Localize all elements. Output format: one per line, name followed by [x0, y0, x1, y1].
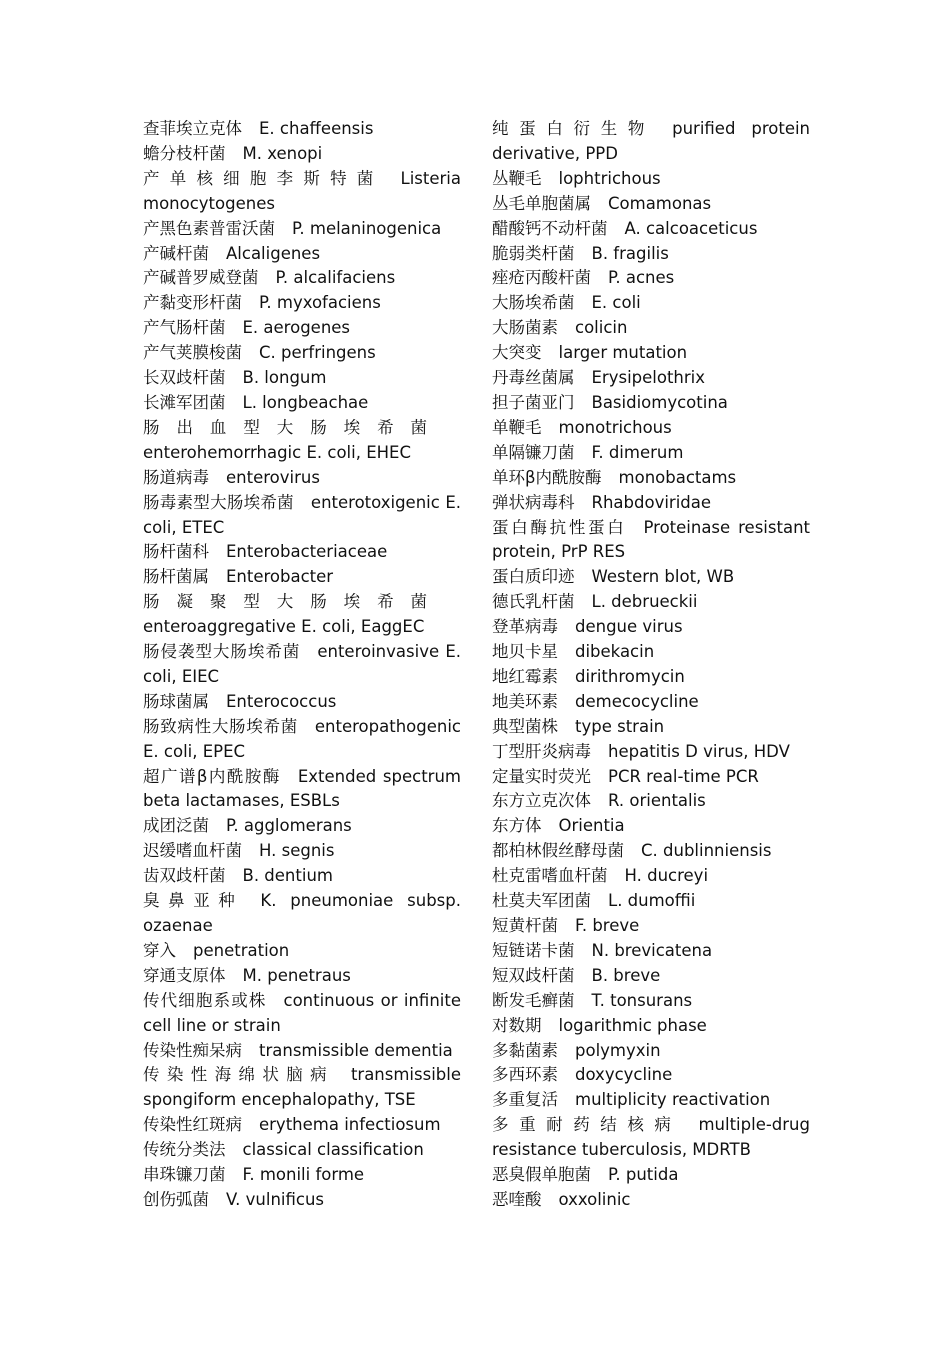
term-english: hepatitis D virus, HDV [608, 741, 790, 761]
term-english: B. dentium [242, 866, 333, 886]
glossary-entry [492, 1188, 810, 1213]
glossary-entry [492, 1014, 810, 1039]
glossary-entry [143, 167, 461, 217]
glossary-entry [492, 391, 810, 416]
term-english: Enterobacter [226, 567, 334, 587]
glossary-column-right [492, 117, 810, 1213]
term-english: doxycycline [575, 1065, 673, 1085]
term-english: monobactams [618, 467, 737, 487]
glossary-entry [492, 491, 810, 516]
glossary-entry [143, 839, 461, 864]
term-english: M. penetraus [242, 965, 351, 985]
term-chinese: 对数期 [492, 1015, 542, 1035]
term-chinese: 地红霉素 [492, 666, 558, 686]
term-chinese: 东方体 [492, 816, 542, 836]
glossary-entry [492, 266, 810, 291]
term-english: L. dumoffii [608, 891, 696, 911]
term-english: transmissible spongiform encephalopathy, TSE [143, 1065, 461, 1110]
term-chinese: 传染性红斑病 [143, 1115, 242, 1135]
term-chinese: 登革病毒 [492, 617, 558, 637]
term-chinese: 蟾分枝杆菌 [143, 143, 226, 163]
term-chinese: 长滩军团菌 [143, 392, 226, 412]
glossary-entry [143, 640, 461, 690]
glossary-entry [143, 690, 461, 715]
glossary-entry [143, 316, 461, 341]
term-chinese: 创伤弧菌 [143, 1189, 209, 1209]
glossary-entry [143, 1138, 461, 1163]
term-chinese: 东方立克次体 [492, 791, 591, 811]
term-english: V. vulnificus [226, 1189, 325, 1209]
term-english: transmissible dementia [259, 1040, 453, 1060]
term-english: dirithromycin [575, 666, 685, 686]
term-chinese: 肠球菌属 [143, 691, 209, 711]
term-english: purified protein derivative, PPD [492, 119, 811, 163]
glossary-entry [492, 192, 810, 217]
glossary-entry [143, 341, 461, 366]
term-chinese: 典型菌株 [492, 716, 558, 736]
glossary-entry [492, 291, 810, 316]
term-chinese: 短链诺卡菌 [492, 940, 575, 960]
glossary-entry [492, 640, 810, 665]
glossary-entry [492, 1163, 810, 1188]
term-chinese: 大肠菌素 [492, 318, 558, 338]
term-english: Western blot, WB [591, 567, 735, 587]
term-english: B. breve [591, 965, 661, 985]
term-chinese: 传代细胞系或株 [143, 990, 267, 1010]
term-chinese: 肠出血型大肠埃希菌 [143, 417, 444, 437]
term-chinese: 都柏林假丝酵母菌 [492, 841, 624, 861]
term-chinese: 串珠镰刀菌 [143, 1165, 226, 1185]
glossary-entry [143, 1188, 461, 1213]
term-english: E. aerogenes [242, 318, 351, 338]
term-english: continuous or infinite cell line or strain [143, 990, 461, 1035]
term-chinese: 地美环素 [492, 691, 558, 711]
term-chinese: 丛毛单胞菌属 [492, 193, 591, 213]
term-chinese: 肠道病毒 [143, 467, 209, 487]
term-english: Comamonas [608, 193, 712, 213]
glossary-entry [492, 615, 810, 640]
term-english: B. longum [242, 368, 327, 388]
term-english: Erysipelothrix [591, 368, 706, 388]
term-english: logarithmic phase [558, 1015, 707, 1035]
term-chinese: 产气肠杆菌 [143, 318, 226, 338]
term-english: type strain [575, 716, 665, 736]
term-english: Orientia [558, 816, 625, 836]
term-chinese: 肠杆菌属 [143, 567, 209, 587]
term-english: dengue virus [575, 617, 683, 637]
glossary-entry [492, 839, 810, 864]
glossary-entry [492, 889, 810, 914]
term-chinese: 齿双歧杆菌 [143, 866, 226, 886]
term-chinese: 杜克雷嗜血杆菌 [492, 866, 608, 886]
term-chinese: 蛋白酶抗性蛋白 [492, 517, 627, 537]
term-english: H. segnis [259, 841, 335, 861]
term-english: F. monili forme [242, 1165, 365, 1185]
term-english: H. ducreyi [624, 866, 709, 886]
term-english: enterotoxigenic E. coli, ETEC [143, 492, 461, 537]
glossary-entry [492, 590, 810, 615]
term-english: erythema infectiosum [259, 1115, 441, 1135]
term-chinese: 丛鞭毛 [492, 168, 542, 188]
glossary-entry [492, 117, 810, 167]
term-english: A. calcoaceticus [624, 218, 758, 238]
glossary-entry [492, 914, 810, 939]
term-english: PCR real-time PCR [608, 766, 759, 786]
glossary-entry [143, 117, 461, 142]
term-english: enteroaggregative E. coli, EaggEC [143, 617, 425, 637]
glossary-entry [143, 1039, 461, 1064]
glossary-entry [492, 789, 810, 814]
term-chinese: 产碱普罗威登菌 [143, 268, 259, 288]
term-chinese: 产黑色素普雷沃菌 [143, 218, 275, 238]
term-chinese: 脆弱类杆菌 [492, 243, 575, 263]
glossary-entry [143, 565, 461, 590]
glossary-entry [143, 715, 461, 765]
term-chinese: 成团泛菌 [143, 816, 209, 836]
term-english: E. chaffeensis [259, 119, 374, 138]
term-english: P. acnes [608, 268, 675, 288]
term-chinese: 多西环素 [492, 1065, 558, 1085]
glossary-entry [492, 690, 810, 715]
term-english: oxxolinic [558, 1189, 631, 1209]
term-chinese: 肠致病性大肠埃希菌 [143, 716, 298, 736]
term-chinese: 单环β内酰胺酶 [492, 467, 602, 487]
glossary-entry [492, 242, 810, 267]
term-chinese: 肠杆菌科 [143, 542, 209, 562]
glossary-entry [492, 167, 810, 192]
term-english: enteropathogenic E. coli, EPEC [143, 716, 461, 761]
glossary-entry [492, 665, 810, 690]
term-english: multiplicity reactivation [575, 1090, 771, 1110]
term-english: lophtrichous [558, 168, 661, 188]
term-chinese: 肠侵袭型大肠埃希菌 [143, 642, 301, 662]
term-chinese: 产黏变形杆菌 [143, 293, 242, 313]
term-chinese: 肠凝聚型大肠埃希菌 [143, 592, 444, 612]
term-chinese: 多黏菌素 [492, 1040, 558, 1060]
glossary-entry [143, 366, 461, 391]
glossary-entry [492, 516, 810, 566]
term-english: F. breve [575, 916, 640, 935]
term-chinese: 传统分类法 [143, 1140, 226, 1160]
term-english: P. alcalifaciens [275, 268, 396, 288]
term-chinese: 恶臭假单胞菌 [492, 1165, 591, 1185]
term-chinese: 定量实时荧光 [492, 766, 591, 786]
glossary-entry [492, 989, 810, 1014]
glossary-column-left [143, 117, 461, 1213]
term-chinese: 弹状病毒科 [492, 492, 575, 512]
glossary-entry [143, 964, 461, 989]
term-english: demecocycline [575, 691, 699, 711]
glossary-entry [492, 416, 810, 441]
glossary-entry [143, 1113, 461, 1138]
term-english: B. fragilis [591, 243, 669, 263]
term-chinese: 产气荚膜梭菌 [143, 343, 242, 363]
glossary-entry [143, 217, 461, 242]
term-english: polymyxin [575, 1040, 661, 1060]
term-chinese: 传染性海绵状脑病 [143, 1065, 334, 1085]
term-chinese: 地贝卡星 [492, 642, 558, 662]
glossary-entry [492, 864, 810, 889]
glossary-entry [143, 391, 461, 416]
term-english: M. xenopi [242, 143, 323, 163]
term-english: N. brevicatena [591, 940, 713, 960]
term-chinese: 多重复活 [492, 1090, 558, 1110]
term-english: Listeria monocytogenes [143, 168, 461, 213]
term-chinese: 蛋白质印迹 [492, 567, 575, 587]
term-chinese: 查菲埃立克体 [143, 119, 242, 138]
glossary-entry [492, 1088, 810, 1113]
term-english: F. dimerum [591, 442, 684, 462]
term-english: Proteinase resistant protein, PrP RES [492, 517, 810, 562]
term-english: C. dublinniensis [641, 841, 772, 861]
glossary-entry [143, 864, 461, 889]
term-english: Rhabdoviridae [591, 492, 712, 512]
glossary-entry [492, 1039, 810, 1064]
term-english: Enterococcus [226, 691, 337, 711]
glossary-entry [492, 814, 810, 839]
glossary-entry [143, 266, 461, 291]
glossary-entry [492, 341, 810, 366]
term-english: Extended spectrum beta lactamases, ESBLs [143, 766, 461, 811]
term-english: Alcaligenes [226, 243, 321, 263]
term-english: classical classification [242, 1140, 424, 1160]
term-chinese: 短黄杆菌 [492, 916, 558, 935]
term-chinese: 大突变 [492, 343, 542, 363]
term-chinese: 纯蛋白衍生物 [492, 119, 656, 138]
term-chinese: 多重耐药结核病 [492, 1115, 682, 1135]
term-english: monotrichous [558, 417, 672, 437]
term-english: E. coli [591, 293, 641, 313]
term-english: C. perfringens [259, 343, 376, 363]
glossary-entry [492, 939, 810, 964]
glossary-entry [143, 291, 461, 316]
term-chinese: 丁型肝炎病毒 [492, 741, 591, 761]
term-chinese: 痤疮丙酸杆菌 [492, 268, 591, 288]
term-chinese: 臭鼻亚种 [143, 891, 244, 911]
glossary-entry [143, 142, 461, 167]
term-chinese: 穿入 [143, 940, 176, 960]
term-chinese: 超广谱β内酰胺酶 [143, 766, 281, 786]
term-english: multiple-drug resistance tuberculosis, MDRTB [492, 1115, 810, 1160]
glossary-entry [143, 540, 461, 565]
term-chinese: 肠毒素型大肠埃希菌 [143, 492, 294, 512]
glossary-entry [143, 466, 461, 491]
term-english: P. myxofaciens [259, 293, 381, 313]
glossary-entry [143, 765, 461, 815]
glossary-entry [143, 491, 461, 541]
term-chinese: 杜莫夫军团菌 [492, 891, 591, 911]
term-chinese: 产碱杆菌 [143, 243, 209, 263]
term-english: Basidiomycotina [591, 392, 728, 412]
term-chinese: 短双歧杆菌 [492, 965, 575, 985]
term-english: P. agglomerans [226, 816, 352, 836]
term-english: enterovirus [226, 467, 320, 487]
term-chinese: 担子菌亚门 [492, 392, 575, 412]
glossary-entry [492, 441, 810, 466]
term-english: enterohemorrhagic E. coli, EHEC [143, 442, 411, 462]
glossary-entry [492, 217, 810, 242]
term-chinese: 长双歧杆菌 [143, 368, 226, 388]
term-chinese: 穿通支原体 [143, 965, 226, 985]
term-english: T. tonsurans [591, 990, 693, 1010]
term-chinese: 产单核细胞李斯特菌 [143, 168, 384, 188]
glossary-entry [492, 1113, 810, 1163]
glossary-entry [492, 964, 810, 989]
term-english: R. orientalis [608, 791, 706, 811]
glossary-entry [143, 242, 461, 267]
term-english: dibekacin [575, 642, 655, 662]
glossary-entry [492, 1063, 810, 1088]
glossary-entry [492, 366, 810, 391]
term-chinese: 大肠埃希菌 [492, 293, 575, 313]
term-chinese: 传染性痴呆病 [143, 1040, 242, 1060]
term-chinese: 醋酸钙不动杆菌 [492, 218, 608, 238]
term-english: P. melaninogenica [292, 218, 442, 238]
glossary-entry [143, 1163, 461, 1188]
term-chinese: 丹毒丝菌属 [492, 368, 575, 388]
glossary-entry [492, 316, 810, 341]
term-english: Enterobacteriaceae [226, 542, 388, 562]
glossary-entry [492, 740, 810, 765]
term-chinese: 恶喹酸 [492, 1189, 542, 1209]
term-chinese: 断发毛癣菌 [492, 990, 575, 1010]
term-english: larger mutation [558, 343, 688, 363]
term-english: K. pneumoniae subsp. ozaenae [143, 891, 461, 935]
glossary-entry [143, 1063, 461, 1113]
glossary-entry [492, 715, 810, 740]
glossary-entry [143, 814, 461, 839]
term-english: colicin [575, 318, 628, 338]
term-chinese: 德氏乳杆菌 [492, 592, 575, 612]
glossary-entry [143, 416, 461, 466]
term-english: enteroinvasive E. coli, EIEC [143, 642, 462, 686]
term-english: L. longbeachae [242, 392, 369, 412]
term-chinese: 单隔镰刀菌 [492, 442, 575, 462]
glossary-entry [492, 565, 810, 590]
glossary-entry [492, 765, 810, 790]
term-chinese: 单鞭毛 [492, 417, 542, 437]
term-english: P. putida [608, 1165, 679, 1185]
glossary-entry [143, 889, 461, 939]
term-chinese: 迟缓嗜血杆菌 [143, 841, 242, 861]
glossary-entry [492, 466, 810, 491]
glossary-entry [143, 939, 461, 964]
term-english: L. debrueckii [591, 592, 698, 612]
glossary-entry [143, 590, 461, 640]
glossary-entry [143, 989, 461, 1039]
term-english: penetration [193, 940, 290, 960]
